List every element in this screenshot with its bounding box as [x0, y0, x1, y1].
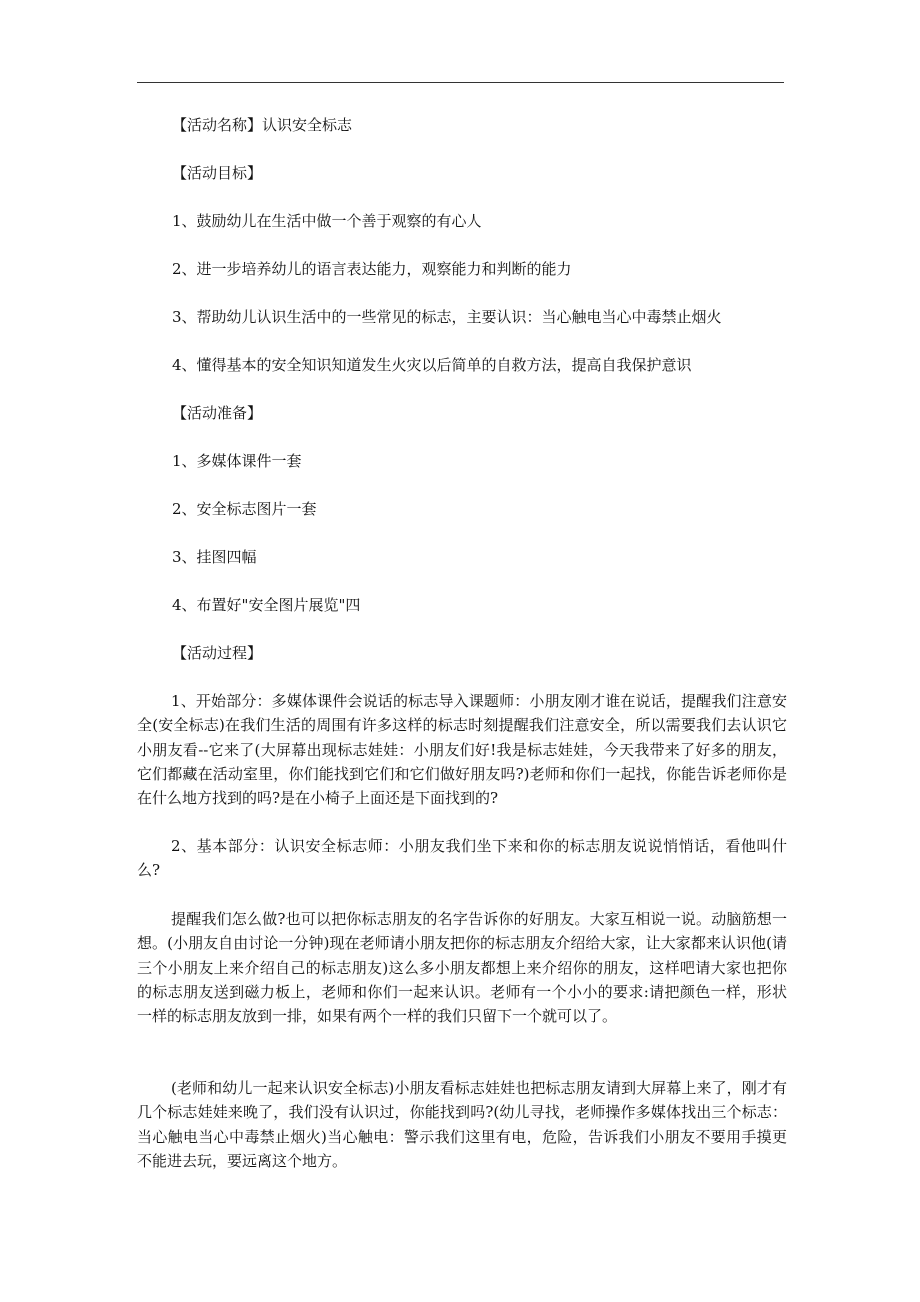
- process-heading: 【活动过程】: [172, 644, 263, 662]
- goal-item: 1、鼓励幼儿在生活中做一个善于观察的有心人: [172, 212, 482, 230]
- prep-heading: 【活动准备】: [172, 404, 263, 422]
- prep-item: 3、挂图四幅: [172, 548, 257, 566]
- prep-item: 4、布置好"安全图片展览"四: [172, 596, 361, 614]
- goal-item: 4、懂得基本的安全知识知道发生火灾以后简单的自救方法，提高自我保护意识: [172, 356, 692, 374]
- process-paragraph: 1、开始部分：多媒体课件会说话的标志导入课题师：小朋友刚才谁在说话，提醒我们注意安全(安全标志)在我们生活的周围有许多这样的标志时刻提醒我们注意安全，所以需要我们去认识它小朋友看--它来了(大屏幕出现标志娃娃：小朋友们好!我是标志娃娃，今天我带来了好多的朋友，它们都藏在活动室里，你们能找到它们和它们做好朋友吗?)老师和你们一起找，你能告诉老师你是在什么地方找到的吗?是在小椅子上面还是下面找到的?: [137, 692, 787, 808]
- process-paragraph: 2、基本部分：认识安全标志师：小朋友我们坐下来和你的标志朋友说说悄悄话，看他叫什么?: [137, 837, 787, 880]
- goal-item: 2、进一步培养幼儿的语言表达能力，观察能力和判断的能力: [172, 260, 572, 278]
- prep-item: 1、多媒体课件一套: [172, 452, 302, 470]
- goals-heading: 【活动目标】: [172, 164, 263, 182]
- process-paragraph: (老师和幼儿一起来认识安全标志)小朋友看标志娃娃也把标志朋友请到大屏幕上来了，刚才有几个标志娃娃来晚了，我们没有认识过，你能找到吗?(幼儿寻找，老师操作多媒体找出三个标志：当心触电当心中毒禁止烟火)当心触电：警示我们这里有电，危险，告诉我们小朋友不要用手摸更不能进去玩，要远离这个地方。: [137, 1079, 787, 1170]
- prep-item: 2、安全标志图片一套: [172, 500, 317, 518]
- goal-item: 3、帮助幼儿认识生活中的一些常见的标志，主要认识：当心触电当心中毒禁止烟火: [172, 308, 722, 326]
- header-rule: [137, 82, 784, 83]
- activity-name: 【活动名称】认识安全标志: [172, 116, 353, 134]
- process-paragraph: 提醒我们怎么做?也可以把你标志朋友的名字告诉你的好朋友。大家互相说一说。动脑筋想一想。(小朋友自由讨论一分钟)现在老师请小朋友把你的标志朋友介绍给大家，让大家都来认识他(请三个小朋友上来介绍自己的标志朋友)这么多小朋友都想上来介绍你的朋友，这样吧请大家也把你的标志朋友送到磁力板上，老师和你们一起来认识。老师有一个小小的要求:请把颜色一样，形状一样的标志朋友放到一排，如果有两个一样的我们只留下一个就可以了。: [137, 910, 787, 1026]
